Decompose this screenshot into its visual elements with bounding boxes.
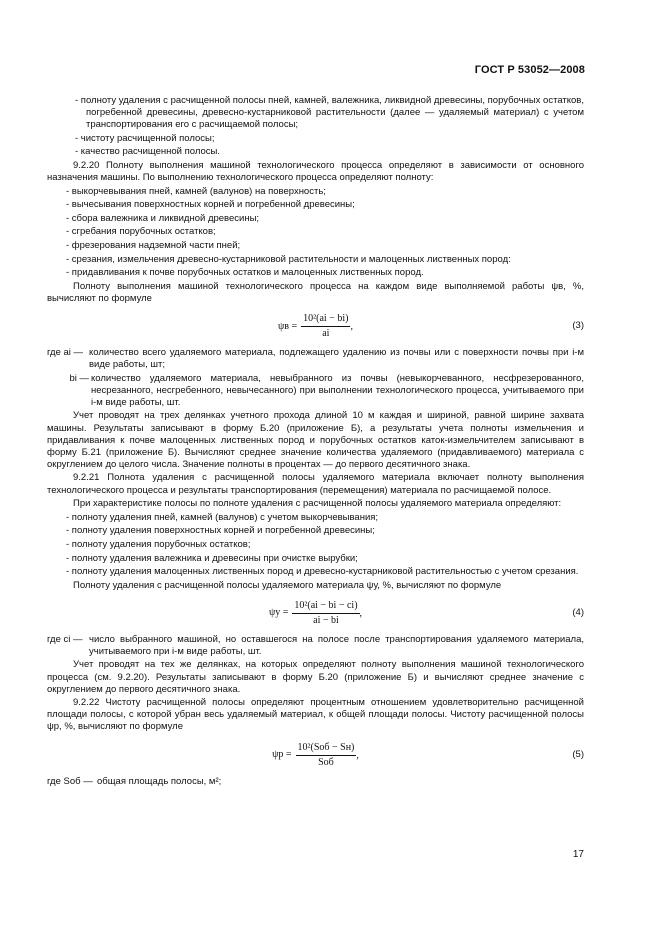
formula-denominator: Sоб bbox=[318, 756, 334, 768]
formula-tail: , bbox=[350, 320, 353, 332]
formula-number: (3) bbox=[572, 320, 584, 331]
variable-description: число выбранного машиной, но оставшегося на полосе после транспортирования удаляемого материала, учитываемого при i-м виде работы, шт. bbox=[89, 633, 584, 657]
section-9-2-22: 9.2.22 Чистоту расчищенной полосы определяют процентным отношением удовлетворительно расчищенной площади полосы, с которой убран весь удаляемый материал, к общей площади полосы. Чистоту расчищенной полосы ψр, %, вычисляют по формуле bbox=[47, 697, 584, 733]
variable-description: количество всего удаляемого материала, подлежащего удалению из почвы или с поверхности почвы при i-м виде работы, шт; bbox=[89, 347, 584, 371]
formula-number: (5) bbox=[572, 748, 584, 760]
list-item: - полноту удаления малоценных лиственных пород и древесно-кустарниковой растительностью с учетом срезания. bbox=[66, 566, 579, 578]
formula-denominator: ai bbox=[322, 328, 330, 340]
formula-numerator: 10²(ai − bi) bbox=[301, 313, 350, 327]
variable-key: где ci — bbox=[47, 633, 83, 645]
formula-numerator: 10²(ai − bi − ci) bbox=[292, 600, 359, 614]
variable-definition bbox=[47, 634, 584, 658]
variable-description: количество удаляемого материала, невыбранного из почвы (невыкорчеванного, несфрезерованного, несрезанного, несгребенного, невычесанного) при выполнении технологического процесса, учитываемого при i-м виде работы, шт. bbox=[91, 372, 584, 408]
variable-definition bbox=[47, 776, 584, 788]
list-item: - чистоту расчищенной полосы; bbox=[75, 132, 215, 144]
list-item: - срезания, измельчения древесно-кустарниковой растительности и малоценных лиственных пород: bbox=[66, 253, 511, 265]
list-item: - вычесывания поверхностных корней и погребенной древесины; bbox=[66, 199, 355, 211]
variable-description: общая площадь полосы, м²; bbox=[97, 775, 222, 787]
paragraph: Учет проводят на тех же делянках, на которых определяют полноту выполнения машиной технологического процесса (см. 9.2.20). Результаты записывают в форму Б.20 (приложение Б) и вычисляют среднее значение с округлением до первого десятичного знака. bbox=[47, 659, 584, 695]
formula-fraction bbox=[301, 313, 350, 340]
formula-numerator: 10²(Sоб − Sн) bbox=[296, 742, 357, 756]
formula-fraction bbox=[296, 742, 357, 769]
variable-key: где Sоб — bbox=[47, 775, 93, 787]
list-item: - придавливания к почве порубочных остатков и малоценных лиственных пород. bbox=[66, 267, 424, 279]
list-item: - качество расчищенной полосы. bbox=[75, 146, 220, 158]
section-9-2-21: 9.2.21 Полнота удаления с расчищенной полосы удаляемого материала включает полноту выполнения технологического процесса и результаты транспортирования (перемещения) материала по расчищаемой полосе. bbox=[47, 472, 584, 496]
paragraph: Полноту удаления с расчищенной полосы удаляемого материала ψу, %, вычисляют по формуле bbox=[73, 579, 502, 591]
list-item: - выкорчевывания пней, камней (валунов) на поверхность; bbox=[66, 185, 326, 197]
formula-3 bbox=[47, 311, 584, 341]
list-item: - полноту удаления порубочных остатков; bbox=[66, 538, 251, 550]
paragraph: При характеристике полосы по полноте удаления с расчищенной полосы удаляемого материала определяют: bbox=[73, 498, 562, 510]
list-item: - полноту удаления валежника и древесины при очистке вырубки; bbox=[66, 552, 358, 564]
variable-definition bbox=[47, 347, 584, 371]
paragraph: Учет проводят на трех делянках учетного прохода длиной 10 м каждая и шириной, равной ширине захвата машины. Результаты записывают в форму Б.20 (приложение Б), а результаты учета полноты измельчения и придавливания к почве малоценных лиственных пород и порубочных остатков каток-измельчителем записывают в форму Б.21 (приложение Б). Вычисляют среднее значение количества удаляемого (придавливаемого) материала с округлением до целого числа. Значение полноты в процентах — до первого десятичного знака. bbox=[47, 410, 584, 470]
formula-4 bbox=[47, 598, 584, 628]
variable-definition bbox=[47, 373, 584, 409]
formula-lhs: ψу = bbox=[268, 607, 289, 619]
formula-number: (4) bbox=[572, 606, 584, 618]
list-item: - фрезерования надземной части пней; bbox=[66, 240, 241, 252]
formula-lhs: ψр = bbox=[272, 749, 292, 761]
formula-denominator: ai − bi bbox=[313, 614, 339, 626]
paragraph: Полноту выполнения машиной технологического процесса на каждом виде выполняемой работы ψв, %, вычисляют по формуле bbox=[47, 280, 584, 304]
formula-tail: , bbox=[356, 749, 359, 761]
list-item: - сбора валежника и ликвидной древесины; bbox=[66, 212, 260, 224]
variable-key: bi — bbox=[69, 372, 89, 384]
formula-lhs: ψв = bbox=[278, 320, 298, 332]
formula-tail: , bbox=[359, 607, 363, 619]
formula-fraction bbox=[292, 600, 359, 627]
document-body bbox=[47, 95, 584, 789]
formula-5 bbox=[47, 740, 584, 770]
list-item: - полноту удаления пней, камней (валунов) с учетом выкорчевывания; bbox=[66, 511, 379, 523]
section-9-2-20: 9.2.20 Полноту выполнения машиной технологического процесса определяют в зависимости от основного назначения машины. По выполнению технологического процесса определяют полноту: bbox=[47, 159, 584, 184]
page-number: 17 bbox=[572, 849, 584, 860]
list-item: - полноту удаления поверхностных корней и погребенной древесины; bbox=[66, 525, 375, 537]
list-item: - сгребания порубочных остатков; bbox=[66, 226, 216, 238]
standard-code-header: ГОСТ Р 53052—2008 bbox=[474, 64, 585, 76]
paragraph: - полноту удаления с расчищенной полосы пней, камней, валежника, ликвидной древесины, порубочных остатков, погребенной древесины, древесно-кустарниковой растительности (далее — удаляемый материал) с учетом транспортирования его с расчищаемой полосы; bbox=[75, 95, 584, 131]
variable-key: где ai — bbox=[47, 347, 84, 358]
